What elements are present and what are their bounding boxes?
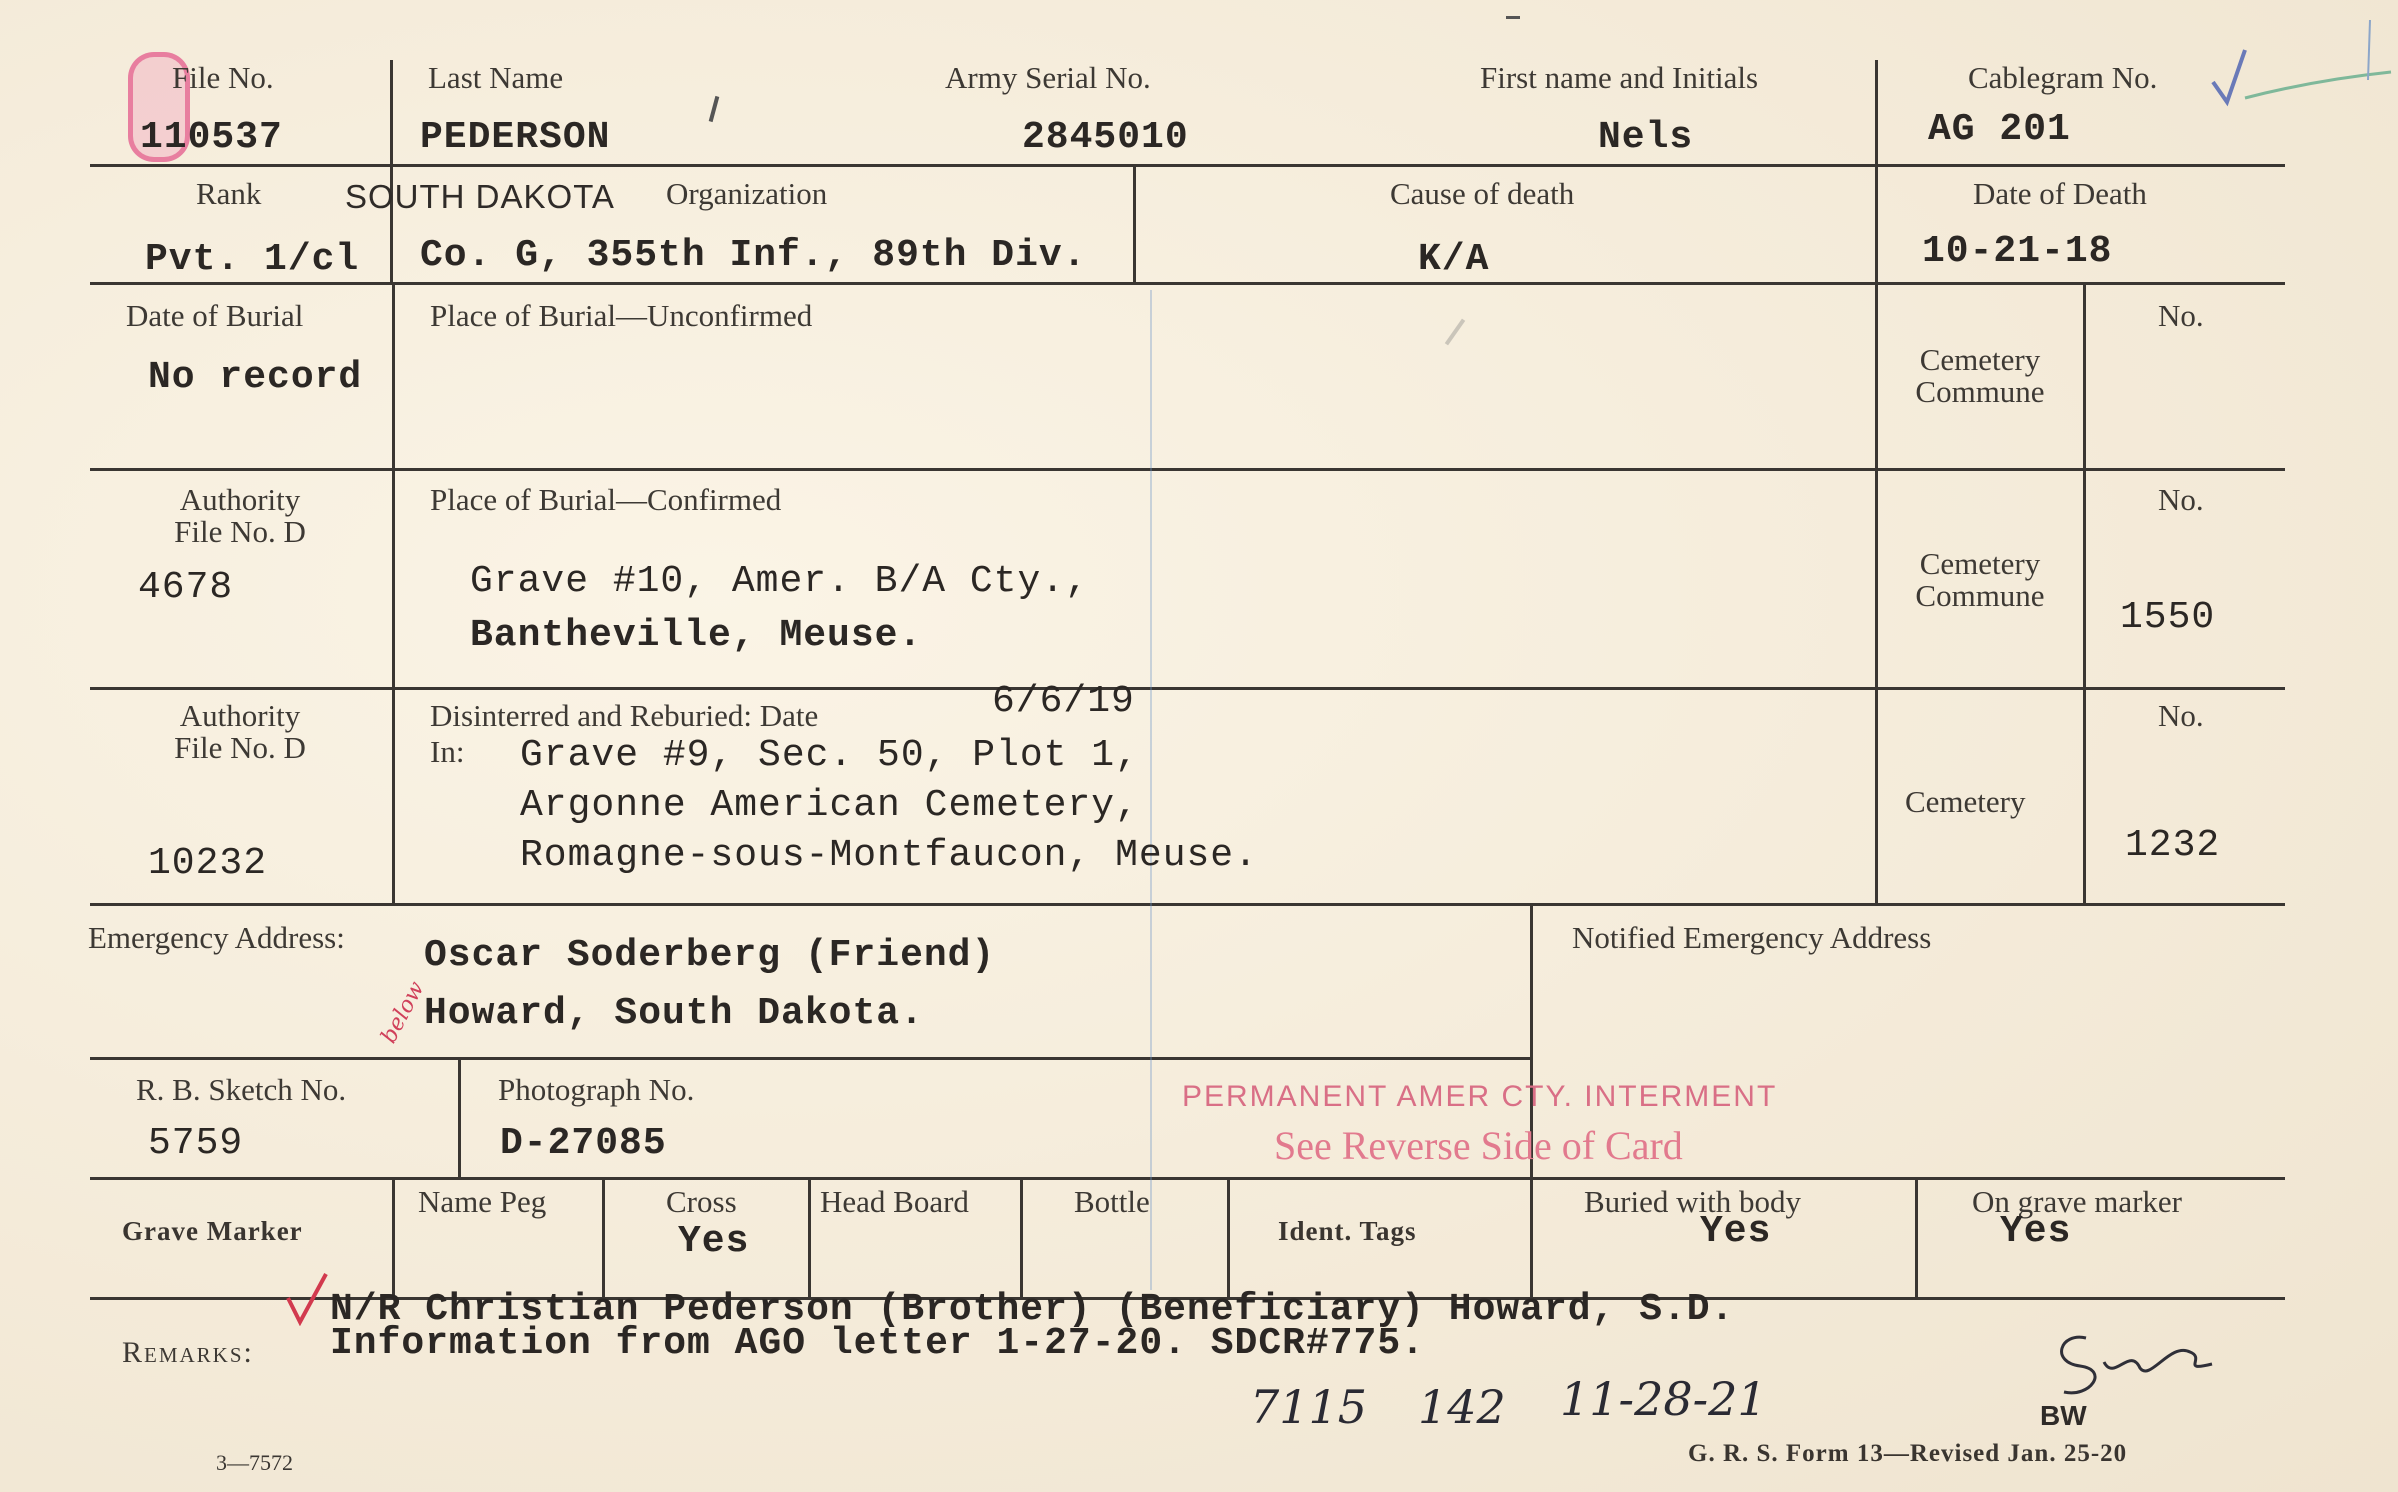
name-peg-label: Name Peg	[418, 1184, 547, 1219]
cross-value: Yes	[678, 1220, 750, 1263]
reburied-no-label: No.	[2158, 698, 2204, 733]
photo-value: D-27085	[500, 1122, 667, 1165]
sketch-label: R. B. Sketch No.	[136, 1072, 347, 1107]
sketch-value: 5759	[148, 1122, 244, 1165]
signature-icon	[2030, 1322, 2220, 1402]
reburied-cemetery-label: Cemetery	[1905, 784, 2026, 819]
organization-value: Co. G, 355th Inf., 89th Div.	[420, 234, 1087, 277]
confirmed-commune-label: Commune	[1915, 578, 2045, 613]
grave-marker-label: Grave Marker	[122, 1216, 303, 1246]
file-no-value: 110537	[140, 116, 283, 159]
unconfirmed-commune-label: Commune	[1915, 374, 2045, 409]
rank-value: Pvt. 1/cl	[145, 238, 360, 281]
on-grave-value: Yes	[2000, 1210, 2072, 1253]
reburied-authority-value: 10232	[148, 842, 268, 885]
interment-stamp: PERMANENT AMER CTY. INTERMENT	[1182, 1080, 1778, 1113]
emergency-note: below	[376, 977, 430, 1048]
buried-with-body-label: Buried with body	[1584, 1184, 1801, 1219]
confirmed-number: 1550	[2120, 596, 2216, 639]
form-name: G. R. S. Form 13—Revised Jan. 25-20	[1688, 1440, 2128, 1467]
cause-of-death-label: Cause of death	[1390, 176, 1575, 211]
first-name-value: Nels	[1598, 116, 1694, 159]
vrule-sketch	[458, 1059, 461, 1177]
date-of-burial-label: Date of Burial	[126, 298, 304, 333]
vrule-marker-5	[1227, 1177, 1230, 1297]
confirmed-authority-label: Authority	[179, 482, 301, 517]
confirmed-line-2: Bantheville, Meuse.	[470, 614, 923, 657]
vrule-org	[1133, 166, 1136, 282]
reburied-line-2: Argonne American Cemetery,	[520, 784, 1139, 827]
confirmed-file-label: File No. D	[174, 514, 306, 549]
form-code: 3—7572	[216, 1450, 293, 1475]
vrule-left-col	[392, 282, 395, 903]
serial-value: 2845010	[1022, 116, 1189, 159]
unconfirmed-no-label: No.	[2158, 298, 2204, 333]
reburied-in-label: In:	[430, 734, 465, 769]
reburied-number: 1232	[2125, 824, 2221, 867]
vrule-marker-4	[1020, 1177, 1023, 1297]
emergency-line-1: Oscar Soderberg (Friend)	[424, 934, 996, 977]
reburied-authority-label: Authority	[179, 698, 301, 733]
reburied-line-1: Grave #9, Sec. 50, Plot 1,	[520, 734, 1139, 777]
confirmed-cemetery-label: Cemetery	[1919, 546, 2041, 581]
rule-6	[90, 1057, 1530, 1060]
vrule-marker-6	[1530, 1177, 1533, 1297]
bottle-label: Bottle	[1074, 1184, 1150, 1219]
last-name-label: Last Name	[428, 60, 564, 95]
state-stamp: SOUTH DAKOTA	[345, 178, 615, 215]
confirmed-line-1: Grave #10, Amer. B/A Cty.,	[470, 560, 1089, 603]
emergency-label: Emergency Address:	[88, 920, 345, 955]
rule-5	[90, 903, 2285, 906]
place-confirmed-label: Place of Burial—Confirmed	[430, 482, 782, 517]
buried-value: Yes	[1700, 1210, 1772, 1253]
cross-label: Cross	[666, 1184, 737, 1219]
first-name-label: First name and Initials	[1480, 60, 1759, 95]
file-no-label: File No.	[172, 60, 274, 95]
serial-label: Army Serial No.	[945, 60, 1151, 95]
rule-2	[90, 282, 2285, 285]
top-dash-mark	[1506, 16, 1520, 19]
handwritten-number-b: 142	[1418, 1380, 1506, 1434]
on-grave-marker-label: On grave marker	[1972, 1184, 2183, 1219]
vrule-marker-3	[808, 1177, 811, 1297]
date-of-death-label: Date of Death	[1973, 176, 2147, 211]
vrule-marker-1	[392, 1177, 395, 1297]
reburied-line-3: Romagne-sous-Montfaucon, Meuse.	[520, 834, 1258, 877]
head-board-label: Head Board	[820, 1184, 969, 1219]
check-mark-icon	[2205, 20, 2395, 110]
vrule-no	[2083, 282, 2086, 903]
organization-label: Organization	[666, 176, 828, 211]
rule-4	[90, 687, 2285, 690]
place-unconfirmed-label: Place of Burial—Unconfirmed	[430, 298, 813, 333]
vrule-right	[1875, 60, 1878, 903]
vrule-marker-2	[602, 1177, 605, 1297]
vrule-name	[390, 60, 393, 285]
pencil-mark	[1445, 319, 1465, 346]
remarks-label: Remarks:	[122, 1336, 254, 1369]
rule-3	[90, 468, 2285, 471]
blue-guide-line	[1150, 290, 1152, 1290]
notified-label: Notified Emergency Address	[1572, 920, 1932, 955]
rule-7	[90, 1177, 2285, 1180]
date-of-death-value: 10-21-18	[1922, 230, 2113, 273]
reburied-file-label: File No. D	[174, 730, 306, 765]
photo-label: Photograph No.	[498, 1072, 695, 1107]
reverse-side-stamp: See Reverse Side of Card	[1274, 1123, 1683, 1168]
confirmed-no-label: No.	[2158, 482, 2204, 517]
cablegram-value: AG 201	[1928, 108, 2071, 151]
rank-label: Rank	[196, 176, 262, 211]
remarks-line-2: Information from AGO letter 1-27-20. SDCR#775.	[330, 1322, 1425, 1365]
emergency-line-2: Howard, South Dakota.	[424, 992, 924, 1035]
vrule-marker-7	[1915, 1177, 1918, 1297]
handwritten-date: 11-28-21	[1560, 1372, 1767, 1426]
ident-tags-label: Ident. Tags	[1278, 1216, 1417, 1246]
disinterred-label: Disinterred and Reburied: Date	[430, 698, 819, 733]
reburied-date: 6/6/19	[992, 680, 1135, 723]
cause-value: K/A	[1418, 238, 1490, 281]
date-of-burial-value: No record	[148, 356, 363, 399]
cablegram-label: Cablegram No.	[1968, 60, 2158, 95]
initials: BW	[2040, 1400, 2087, 1431]
rule-1	[90, 164, 2285, 167]
last-name-value: PEDERSON	[420, 116, 611, 159]
handwritten-number-a: 7115	[1250, 1380, 1368, 1434]
pencil-tick-mark	[709, 96, 720, 122]
remarks-line-1: N/R Christian Pederson (Brother) (Beneficiary) Howard, S.D.	[330, 1288, 1735, 1331]
confirmed-authority-value: 4678	[138, 566, 234, 609]
unconfirmed-cemetery-label: Cemetery	[1919, 342, 2041, 377]
red-check-icon	[284, 1270, 330, 1326]
